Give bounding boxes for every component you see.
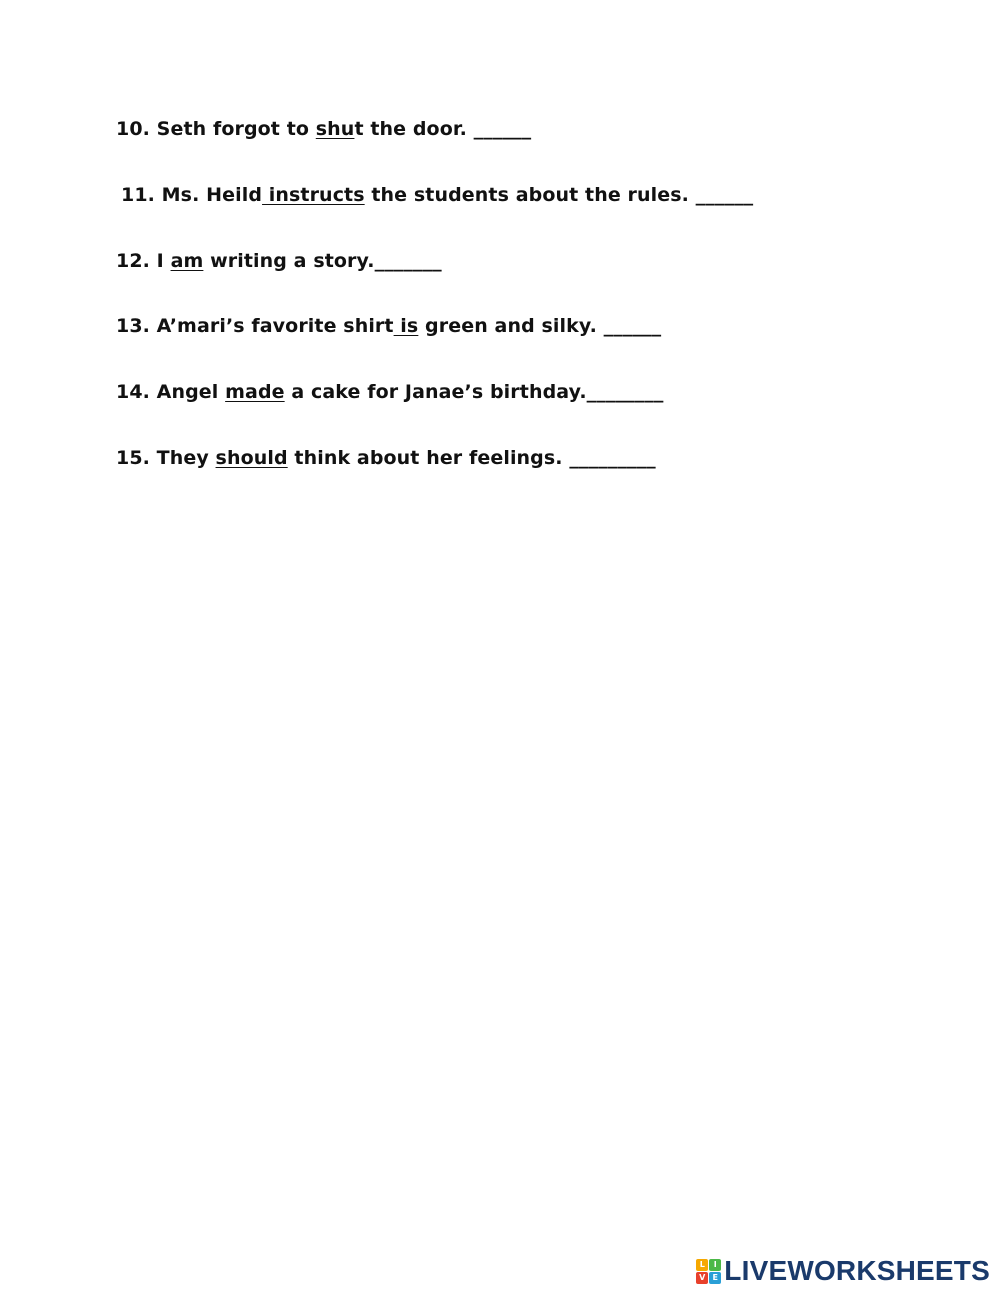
logo-letter-v: V — [696, 1272, 708, 1284]
sentence-12-underlined-word: am — [170, 250, 204, 272]
liveworksheets-logo — [696, 1255, 990, 1287]
sentence-15 — [116, 447, 656, 469]
liveworksheets-logo-icon — [696, 1259, 721, 1284]
sentence-12-text: 12. I — [116, 250, 171, 272]
sentence-11-answer-blank: the students about the rules. ______ — [364, 184, 754, 206]
sentence-15-underlined-word: should — [215, 447, 288, 469]
sentence-10-underlined-word: shu — [315, 118, 355, 140]
sentence-10-text: 10. Seth forgot to — [116, 118, 316, 140]
sentence-12-answer-blank: writing a story._______ — [203, 250, 442, 272]
sentence-14 — [116, 381, 663, 403]
sentence-14-text: 14. Angel — [116, 381, 226, 403]
logo-letter-i: I — [709, 1259, 721, 1271]
sentence-13-answer-blank: green and silky. ______ — [418, 315, 662, 337]
sentence-14-answer-blank: a cake for Janae’s birthday.________ — [284, 381, 664, 403]
sentence-14-underlined-word: made — [225, 381, 285, 403]
sentence-13-underlined-word: is — [393, 315, 419, 337]
liveworksheets-logo-text: LIVEWORKSHEETS — [724, 1255, 990, 1286]
sentence-10 — [116, 118, 531, 140]
sentence-15-text: 15. They — [116, 447, 216, 469]
sentence-11-underlined-word: instructs — [262, 184, 365, 206]
logo-letter-l: L — [696, 1259, 708, 1271]
sentence-11 — [121, 184, 753, 206]
logo-letter-e: E — [709, 1272, 721, 1284]
sentence-15-answer-blank: think about her feelings. _________ — [287, 447, 656, 469]
sentence-10-answer-blank: t the door. ______ — [354, 118, 532, 140]
sentence-13 — [116, 315, 661, 337]
sentence-12 — [116, 250, 442, 272]
sentence-11-text: 11. Ms. Heild — [121, 184, 263, 206]
sentence-13-text: 13. A’mari’s favorite shirt — [116, 315, 394, 337]
